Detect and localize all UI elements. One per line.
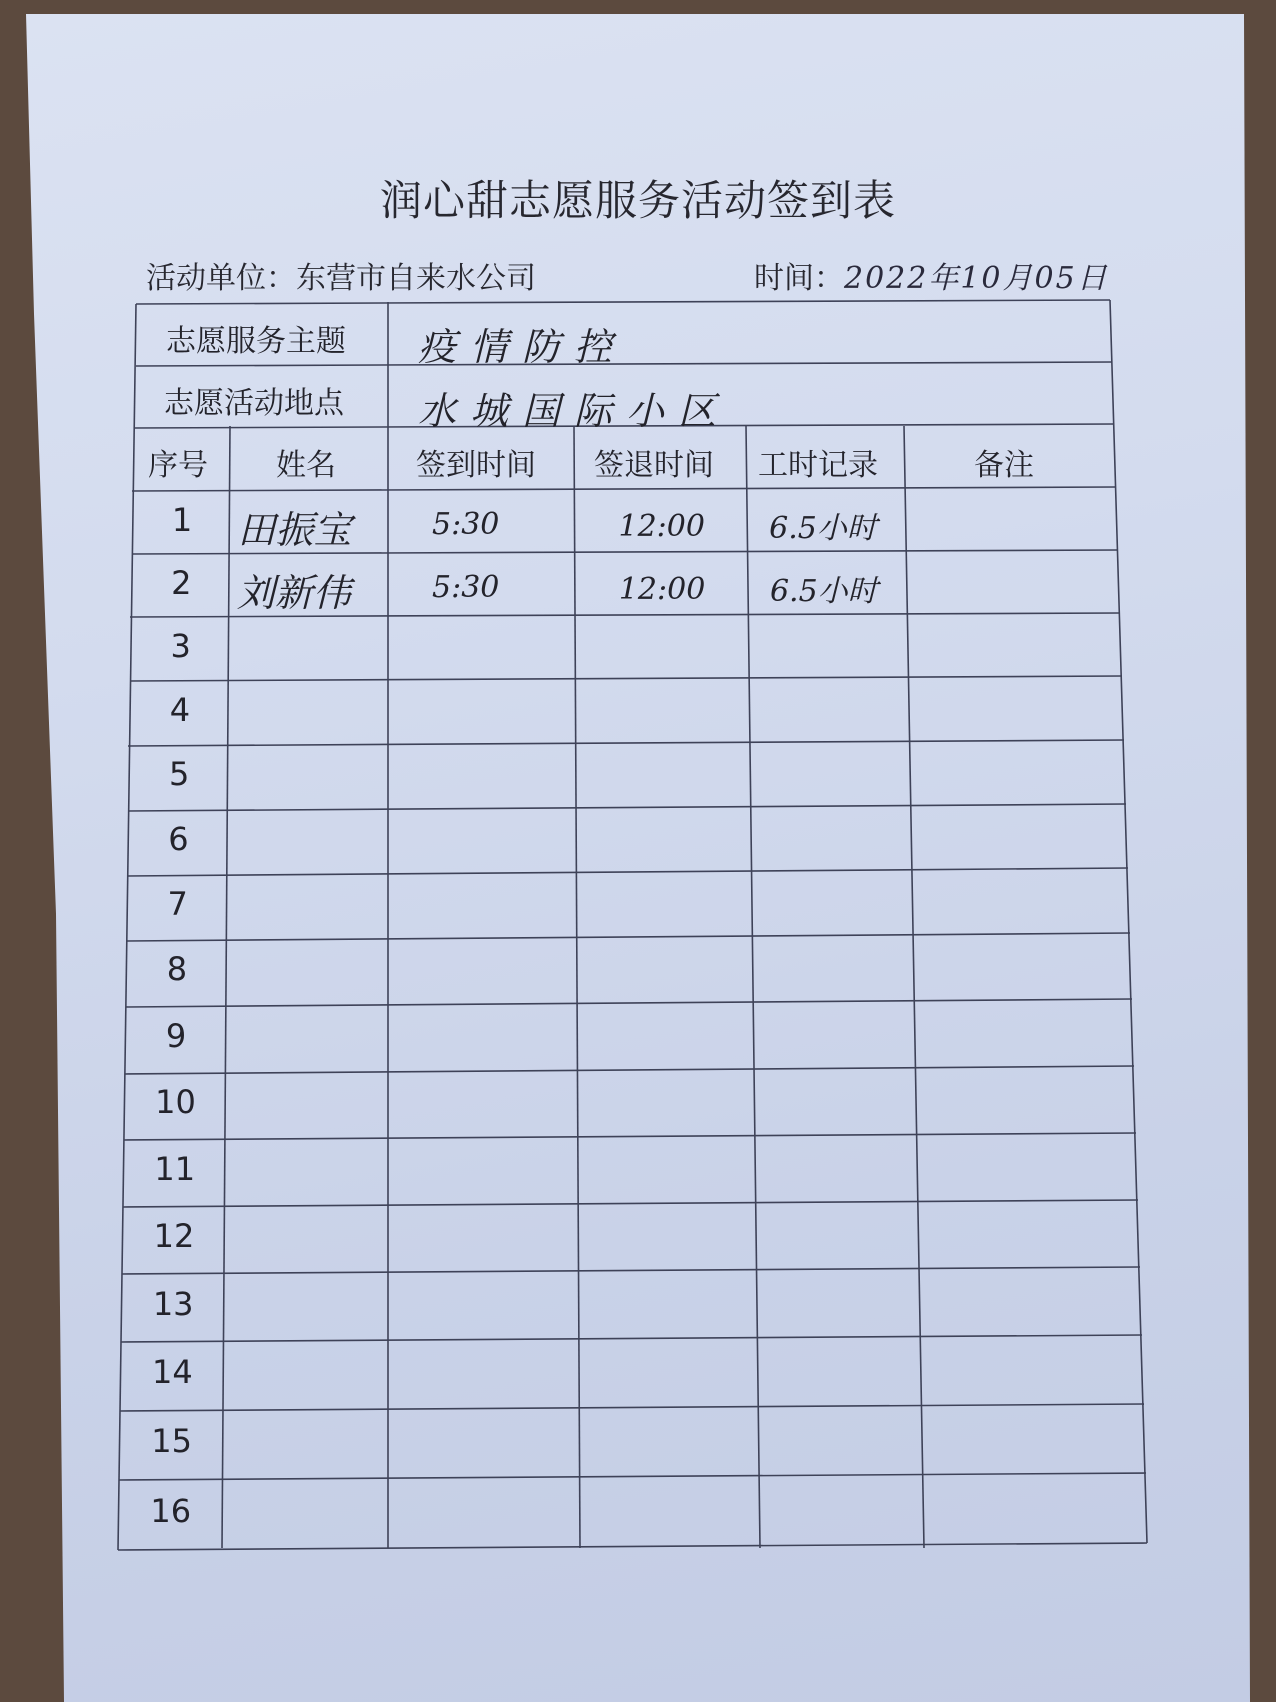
table-hline-18 bbox=[119, 1473, 1146, 1480]
theme-label: 志愿服务主题 bbox=[166, 324, 346, 359]
row-number: 16 bbox=[150, 1491, 192, 1530]
header-name: 姓名 bbox=[276, 448, 336, 483]
header-remark: 备注 bbox=[974, 448, 1034, 483]
theme-value: 疫情防控 bbox=[418, 325, 627, 369]
table-hline-13 bbox=[124, 1133, 1136, 1140]
header-hours: 工时记录 bbox=[758, 448, 878, 483]
table-column-divider-0 bbox=[222, 426, 230, 1548]
table-hline-12 bbox=[125, 1066, 1134, 1074]
row-number: 13 bbox=[152, 1284, 194, 1323]
table-hline-8 bbox=[128, 804, 1126, 811]
row-number: 6 bbox=[168, 819, 189, 858]
table-hline-11 bbox=[126, 999, 1132, 1007]
row-checkout: 12:00 bbox=[618, 508, 705, 544]
row-number: 7 bbox=[167, 884, 188, 923]
row-checkin: 5:30 bbox=[432, 569, 500, 605]
row-number: 14 bbox=[152, 1353, 193, 1391]
row-number: 5 bbox=[168, 755, 190, 794]
table-column-divider-3 bbox=[746, 426, 760, 1548]
table-hline-6 bbox=[130, 676, 1122, 681]
location-label: 志愿活动地点 bbox=[164, 386, 344, 421]
row-checkout: 12:00 bbox=[618, 571, 706, 607]
activity-unit-label: 活动单位： bbox=[146, 261, 296, 296]
row-checkin: 5:30 bbox=[432, 506, 500, 542]
table-hline-0 bbox=[136, 300, 1110, 304]
row-name: 刘新伟 bbox=[236, 570, 351, 615]
header-checkin: 签到时间 bbox=[416, 448, 536, 483]
row-number: 3 bbox=[170, 626, 191, 665]
table-hline-7 bbox=[128, 740, 1124, 746]
form-title: 润心甜志愿服务活动签到表 bbox=[379, 176, 896, 225]
row-hours: 6.5小时 bbox=[769, 510, 877, 546]
row-number: 8 bbox=[166, 950, 188, 988]
location-value: 水城国际小区 bbox=[418, 389, 731, 433]
row-number: 11 bbox=[154, 1150, 196, 1188]
header-seq: 序号 bbox=[148, 448, 208, 483]
row-number: 15 bbox=[151, 1422, 192, 1460]
row-hours: 6.5小时 bbox=[769, 573, 878, 609]
row-number: 1 bbox=[171, 500, 193, 539]
row-number: 9 bbox=[165, 1016, 187, 1055]
table-hline-3 bbox=[132, 487, 1116, 491]
table-hline-19 bbox=[118, 1543, 1147, 1550]
table-hline-17 bbox=[120, 1404, 1144, 1411]
table-hline-16 bbox=[121, 1335, 1142, 1342]
table-hline-9 bbox=[127, 868, 1128, 876]
row-number: 4 bbox=[169, 690, 191, 729]
activity-date-label: 时间： bbox=[754, 261, 844, 296]
activity-unit-value: 东营市自来水公司 bbox=[296, 261, 536, 296]
row-name: 田振宝 bbox=[237, 507, 352, 552]
header-checkout: 签退时间 bbox=[594, 448, 714, 483]
table-hline-10 bbox=[126, 933, 1130, 941]
row-number: 12 bbox=[153, 1217, 195, 1255]
table-hline-14 bbox=[123, 1200, 1138, 1207]
table-border-right bbox=[1110, 300, 1147, 1543]
table-column-divider-4 bbox=[904, 426, 924, 1548]
row-number: 10 bbox=[155, 1083, 196, 1122]
table-border-left bbox=[118, 304, 136, 1550]
activity-date-value: 2022年10月05日 bbox=[844, 261, 1109, 296]
row-number: 2 bbox=[171, 563, 192, 602]
table-column-divider-2 bbox=[574, 426, 580, 1548]
table-hline-15 bbox=[122, 1267, 1140, 1274]
